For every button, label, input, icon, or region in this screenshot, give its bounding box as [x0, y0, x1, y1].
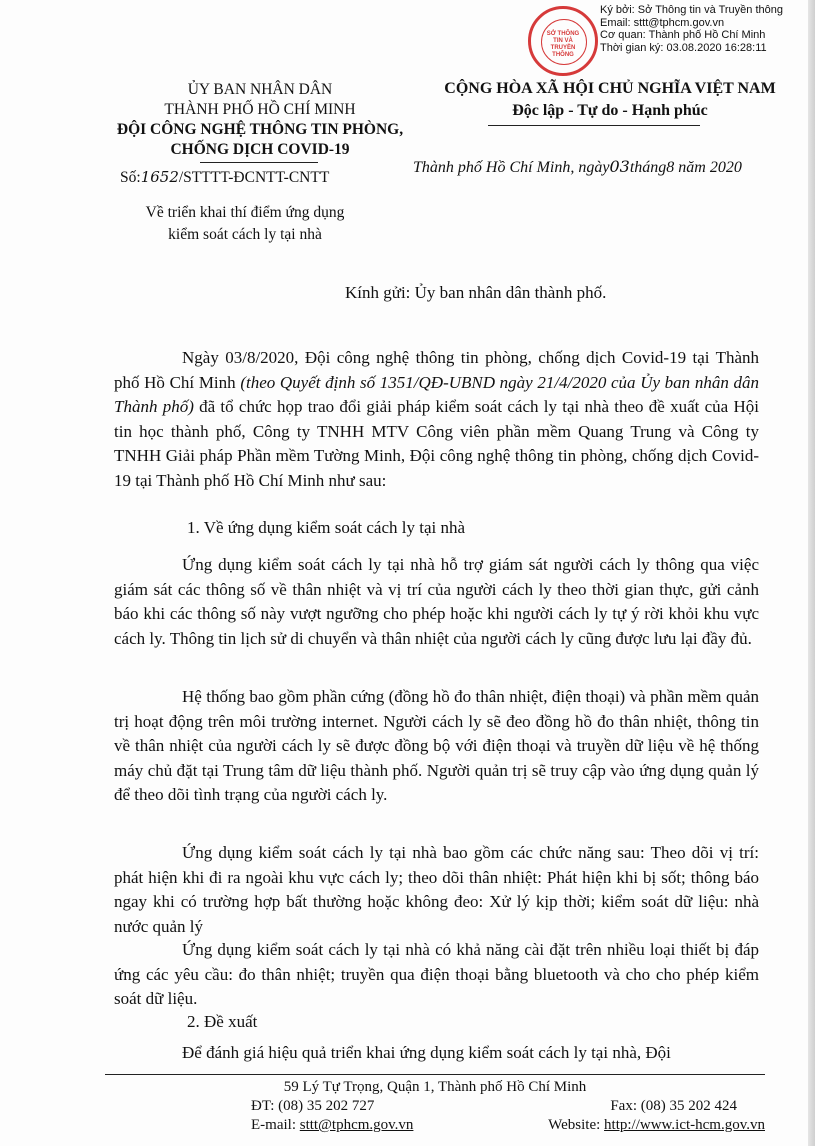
footer-web-row [105, 1116, 765, 1135]
p1-italic-reference: (theo Quyết định số 1351/QĐ-UBND ngày 21/4/2020 của Ủy ban nhân dân Thành phố) [114, 372, 759, 416]
footer-fax: Fax: (08) 35 202 424 [610, 1098, 737, 1114]
date-day: 03 [609, 157, 630, 176]
email-link[interactable]: sttt@tphcm.gov.vn [299, 1117, 414, 1133]
agency-line-3: ĐỘI CÔNG NGHỆ THÔNG TIN PHÒNG, [116, 121, 404, 138]
footer-divider [105, 1074, 765, 1075]
paragraph-1 [114, 346, 759, 493]
digital-signature-seal [528, 6, 598, 76]
website-label: Website: [548, 1117, 605, 1133]
paragraph-5 [114, 938, 759, 1012]
section-2-heading: 2. Đề xuất [187, 1012, 258, 1031]
number-suffix: /STTTT-ĐCNTT-CNTT [178, 169, 330, 186]
country-name: CỘNG HÒA XÃ HỘI CHỦ NGHĨA VIỆT NAM [444, 80, 776, 97]
signature-agency: Cơ quan: Thành phố Hồ Chí Minh [600, 29, 766, 41]
footer-email [251, 1116, 413, 1135]
p6-text: Để đánh giá hiệu quả triển khai ứng dụng kiểm soát cách ly tại nhà, Đội [182, 1043, 671, 1062]
national-motto-header [395, 78, 815, 122]
subject-line-2: kiểm soát cách ly tại nhà [168, 226, 322, 243]
footer-website [548, 1116, 765, 1135]
number-handwritten: 1652 [140, 168, 179, 186]
p2-text: Ứng dụng kiểm soát cách ly tại nhà hỗ trợ giám sát người cách ly thông qua việc giám sát các thông số về thân nhiệt và vị trí của người cách ly theo thời gian thực, gửi cảnh báo khi các thông số này vượt ngưỡng cho phép hoặc khi người cách ly tự ý rời khỏi khu vực cách ly. Thông tin lịch sử di chuyển và thân nhiệt của người cách ly cũng được lưu lại đầy đủ. [114, 555, 759, 648]
page-edge-shadow [808, 0, 815, 1146]
p5-text: Ứng dụng kiểm soát cách ly tại nhà có khả năng cài đặt trên nhiều loại thiết bị đáp ứng các yêu cầu: đo thân nhiệt; truyền qua điện thoại bằng bluetooth và cho cho phép kiểm soát dữ liệu. [114, 940, 759, 1008]
email-label: E-mail: [251, 1117, 300, 1133]
paragraph-2 [114, 553, 759, 651]
paragraph-3 [114, 685, 759, 808]
footer-phone: ĐT: (08) 35 202 727 [251, 1098, 375, 1114]
number-prefix: Số: [120, 169, 141, 186]
issuing-agency-header [80, 80, 440, 160]
date-month-label: tháng [629, 159, 667, 176]
signature-time: Thời gian ký: 03.08.2020 16:28:11 [600, 41, 767, 54]
agency-line-4: CHỐNG DỊCH COVID-19 [170, 141, 350, 158]
agency-line-2: THÀNH PHỐ HỒ CHÍ MINH [164, 101, 356, 118]
website-link[interactable]: http://www.ict-hcm.gov.vn [604, 1117, 765, 1133]
motto: Độc lập - Tự do - Hạnh phúc [512, 102, 708, 119]
p3-text: Hệ thống bao gồm phần cứng (đồng hồ đo thân nhiệt, điện thoại) và phần mềm quản trị hoạt động trên môi trường internet. Người cách ly sẽ đeo đồng hồ đo thân nhiệt, thông tin về thân nhiệt của người cách ly sẽ được đồng bộ với điện thoại và truyền dữ liệu về hệ thống máy chủ đặt tại Trung tâm dữ liệu thành phố. Người quản trị sẽ truy cập vào ứng dụng quản lý để theo dõi tình trạng của người cách ly. [114, 687, 759, 804]
section-1-heading: 1. Về ứng dụng kiểm soát cách ly tại nhà [187, 518, 466, 537]
signed-by: Ký bởi: Sở Thông tin và Truyền thông [600, 4, 783, 16]
recipient-line: Kính gửi: Ủy ban nhân dân thành phố. [345, 283, 607, 302]
paragraph-6 [114, 1041, 759, 1066]
p4-text: Ứng dụng kiểm soát cách ly tại nhà bao gồm các chức năng sau: Theo dõi vị trí: phát hiện khi đi ra ngoài khu vực cách ly; theo dõi thân nhiệt: Phát hiện khi bị sốt; thông báo ngay khi có trường hợp bất thường hoặc không đeo: Xử lý kịp thời; kiểm soát dữ liệu: nhà nước quản lý [114, 843, 759, 936]
digital-signature-info [600, 4, 810, 54]
subject-line-1: Về triển khai thí điểm ứng dụng [145, 204, 345, 221]
motto-underline [488, 125, 700, 126]
paragraph-4 [114, 841, 759, 939]
date-prefix: Thành phố Hồ Chí Minh, ngày [413, 159, 610, 176]
footer-contact-row [105, 1097, 765, 1116]
document-subject [110, 202, 380, 246]
footer-address: 59 Lý Tự Trọng, Quận 1, Thành phố Hồ Chí Minh [283, 1079, 587, 1095]
p1-text-a: Ngày 03/8/2020, Đội công nghệ thông tin phòng, chống dịch Covid-19 tại Thành phố Hồ Chí Minh [114, 348, 759, 392]
agency-underline [200, 162, 318, 163]
date-year: năm 2020 [678, 159, 742, 176]
document-number [120, 168, 329, 187]
agency-line-1: ỦY BAN NHÂN DÂN [187, 81, 333, 98]
signature-email: Email: sttt@tphcm.gov.vn [600, 16, 725, 29]
document-date [413, 157, 742, 177]
date-month: 8 [666, 159, 675, 176]
seal-text: SỞ THÔNG TIN VÀ TRUYỀN THÔNG [546, 31, 580, 58]
p1-text-b: đã tổ chức họp trao đổi giải pháp kiểm soát cách ly tại nhà theo đề xuất của Hội tin học thành phố, Công ty TNHH MTV Công viên phần mềm Quang Trung và Công ty TNHH Giải pháp Phần mềm Tường Minh, Đội công nghệ thông tin phòng, chống dịch Covid-19 tại Thành phố Hồ Chí Minh như sau: [114, 397, 759, 490]
